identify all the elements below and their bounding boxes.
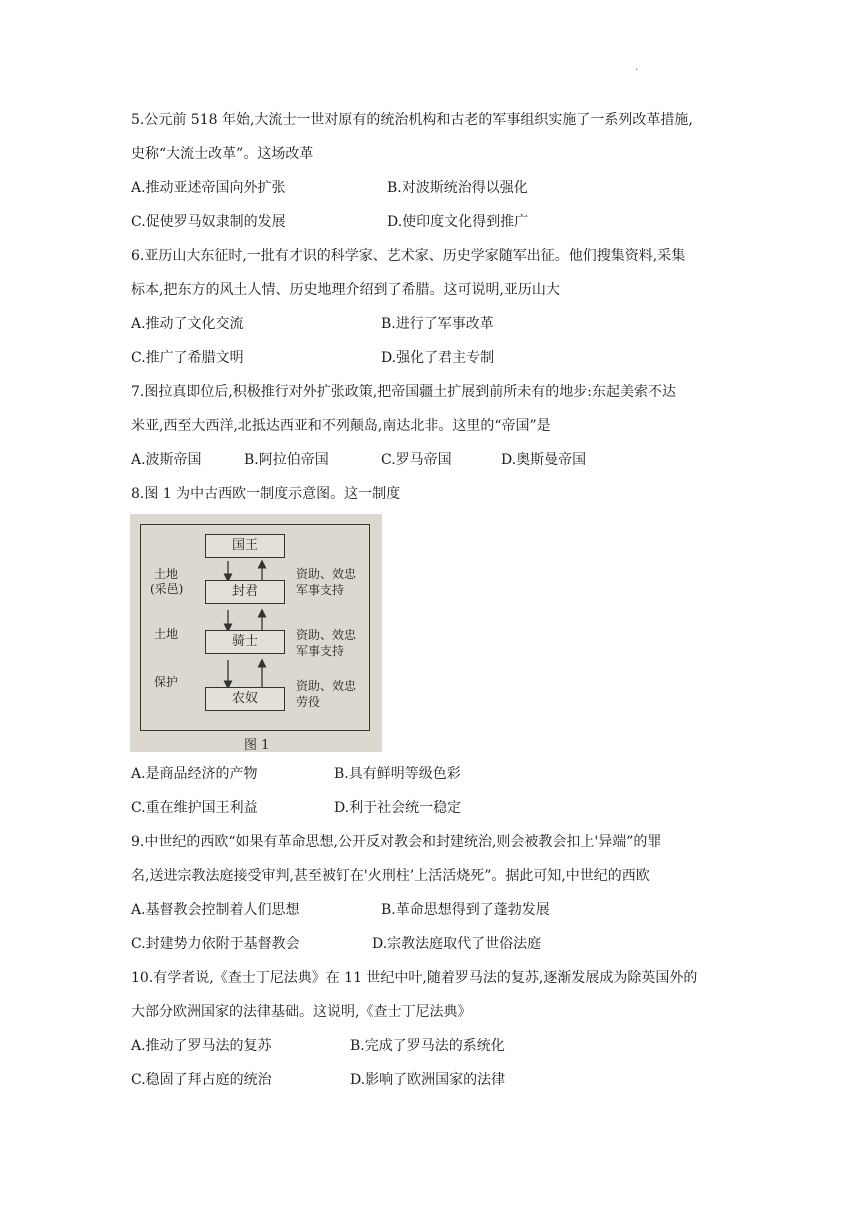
q5-option-d: D.使印度文化得到推广 [387, 214, 529, 230]
q8-stem-line1: 8.图 1 为中古西欧一制度示意图。这一制度 [131, 486, 401, 502]
q9-stem-line1: 9.中世纪的西欧“如果有革命思想,公开反对教会和封建统治,则会被教会扣上'异端”的罪 [131, 834, 662, 850]
q6-option-a: A.推动了文化交流 [131, 316, 244, 332]
q9-option-a: A.基督教会控制着人们思想 [131, 902, 300, 918]
q5-stem-line1: 5.公元前 518 年始,大流士一世对原有的统治机构和古老的军事组织实施了一系列改革措施, [131, 112, 693, 128]
q8-option-b: B.具有鲜明等级色彩 [334, 766, 461, 782]
q9-option-c: C.封建势力依附于基督教会 [131, 936, 300, 952]
q7-option-b: B.阿拉伯帝国 [244, 452, 329, 468]
box-serf: 农奴 [205, 687, 285, 711]
label-knight-service-1: 资助、效忠 [296, 628, 357, 642]
label-lord-service-1: 资助、效忠 [296, 567, 357, 581]
q7-option-c: C.罗马帝国 [381, 452, 452, 468]
q6-option-b: B.进行了军事改革 [381, 316, 494, 332]
q10-option-b: B.完成了罗马法的系统化 [350, 1038, 505, 1054]
feudal-hierarchy-figure [130, 514, 382, 752]
q10-stem-line1: 10.有学者说,《查士丁尼法典》在 11 世纪中叶,随着罗马法的复苏,逐渐发展成为除英国外的 [131, 970, 698, 986]
q6-option-c: C.推广了希腊文明 [131, 350, 244, 366]
label-protection: 保护 [154, 675, 179, 689]
q6-stem-line2: 标本,把东方的风土人情、历史地理介绍到了希腊。这可说明,亚历山大 [131, 282, 560, 298]
label-fief: (采邑) [150, 582, 184, 596]
label-land-2: 土地 [154, 627, 179, 641]
label-land-1: 土地 [154, 567, 179, 581]
q5-option-c: C.促使罗马奴隶制的发展 [131, 214, 286, 230]
q6-option-d: D.强化了君主专制 [381, 350, 495, 366]
q8-option-d: D.利于社会统一稳定 [334, 800, 462, 816]
q5-option-a: A.推动亚述帝国向外扩张 [131, 180, 286, 196]
label-lord-service-2: 军事支持 [296, 583, 345, 597]
q7-option-d: D.奥斯曼帝国 [501, 452, 587, 468]
q7-stem-line1: 7.图拉真即位后,积极推行对外扩张政策,把帝国疆土扩展到前所未有的地步:东起美索不达 [131, 384, 676, 400]
q8-option-a: A.是商品经济的产物 [131, 766, 258, 782]
box-knight: 骑士 [205, 630, 285, 654]
label-serf-service-1: 资助、效忠 [296, 679, 357, 693]
q6-stem-line1: 6.亚历山大东征时,一批有才识的科学家、艺术家、历史学家随军出征。他们搜集资料,采集 [131, 248, 686, 264]
q10-option-c: C.稳固了拜占庭的统治 [131, 1072, 272, 1088]
figure-caption: 图 1 [244, 738, 270, 753]
q9-option-b: B.革命思想得到了蓬勃发展 [381, 902, 550, 918]
q5-option-b: B.对波斯统治得以强化 [387, 180, 528, 196]
q9-option-d: D.宗教法庭取代了世俗法庭 [372, 936, 542, 952]
label-serf-service-2: 劳役 [296, 695, 321, 709]
label-knight-service-2: 军事支持 [296, 644, 345, 658]
q9-stem-line2: 名,送进宗教法庭接受审判,甚至被钉在'火刑柱’上活活烧死”。据此可知,中世纪的西欧 [131, 868, 650, 884]
box-king: 国王 [205, 534, 285, 558]
box-lord: 封君 [205, 580, 285, 604]
q10-stem-line2: 大部分欧洲国家的法律基础。这说明,《查士丁尼法典》 [131, 1004, 472, 1020]
q10-option-d: D.影响了欧洲国家的法律 [350, 1072, 506, 1088]
q8-option-c: C.重在维护国王利益 [131, 800, 258, 816]
q7-stem-line2: 米亚,西至大西洋,北抵达西亚和不列颠岛,南达北非。这里的“帝国”是 [131, 418, 551, 434]
q5-stem-line2: 史称“大流士改革”。这场改革 [131, 146, 314, 162]
page-mark: . [635, 62, 639, 73]
q7-option-a: A.波斯帝国 [131, 452, 202, 468]
q10-option-a: A.推动了罗马法的复苏 [131, 1038, 272, 1054]
